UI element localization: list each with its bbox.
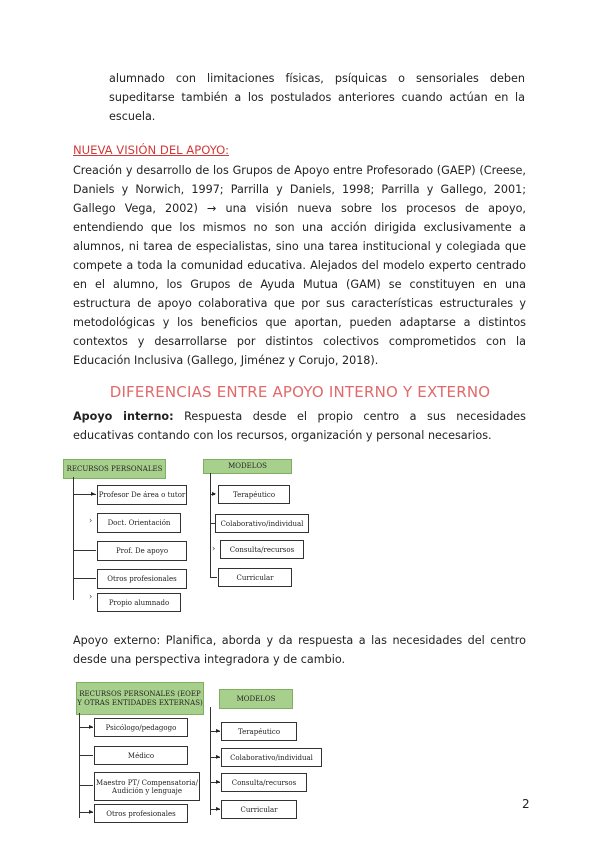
internal-support-label: Apoyo interno: [73,410,174,423]
external-resources-title: RECURSOS PERSONALES (EOEP Y OTRAS ENTIDADES EXTERNAS) [76,682,204,715]
arrow-icon: ▸ [216,804,221,813]
internal-model-item: Curricular [218,568,292,587]
internal-model-item: Terapéutico [218,485,290,504]
arrow-icon: ▸ [91,489,96,498]
internal-support-diagram [60,452,313,614]
external-support-diagram [66,676,324,826]
internal-support-paragraph [73,407,526,445]
arrow-icon: ▸ [89,722,94,731]
internal-model-item: Consulta/recursos [220,540,304,559]
external-model-item: Terapéutico [221,722,297,741]
arrow-icon: ▸ [216,726,221,735]
internal-models-title: MODELOS [203,459,292,474]
internal-resource-item: Prof. De apoyo [97,541,187,561]
external-support-paragraph: Apoyo externo: Planifica, aborda y da respuesta a las necesidades del centro desde una perspectiva integradora y de cambio. [73,634,526,666]
arrow-icon: ▸ [89,807,94,816]
external-models-connector [210,707,211,815]
internal-connector [73,550,96,551]
internal-resource-item: Profesor De área o tutor [97,485,187,505]
external-model-item: Colaborativo/individual [221,748,322,767]
internal-model-item: Colaborativo/individual [215,514,309,533]
vision-paragraph: Creación y desarrollo de los Grupos de Apoyo entre Profesorado (GAEP) (Creese, Daniels y Norwich, 1997; Parrilla y Daniels, 1998; Parrilla y Gallego, 2001; Gallego Vega, 2002) → una visión nueva sobre los procesos de apoyo, entendiendo que los mismos no son una acción dirigida exclusivamente a alumnos, ni tarea de especialistas, sino una tarea institucional y colegiada que compete a toda la comunidad educativa. Alejados del modelo experto centrado en el alumno, los Grupos de Ayuda Mutua (GAM) se constituyen en una estructura de apoyo colaborativa que por sus características estructurales y metodológicas y los beneficios que aportan, pueden adaptarse a distintos contextos y desarrollarse por distintos colectivos comprometidos con la Educación Inclusiva (Gallego, Jiménez y Corujo, 2018). [73,164,526,367]
external-models-title: MODELOS [219,689,293,709]
arrow-icon: › [89,516,93,525]
external-connector [79,785,93,786]
internal-connector [210,577,217,578]
internal-models-connector [210,473,211,577]
internal-resource-item: Propio alumnado [97,593,181,612]
arrow-icon: › [212,544,216,553]
internal-connector [73,578,96,579]
external-resources-connector [79,713,80,818]
external-resource-item: Médico [94,746,188,765]
section-title: DIFERENCIAS ENTRE APOYO INTERNO Y EXTERNO [109,383,491,401]
arrow-icon: ▸ [216,777,221,786]
page-number: 2 [522,797,530,811]
external-model-item: Curricular [221,800,297,819]
internal-resources-connector [73,477,74,600]
external-resource-item: Maestro PT/ Compensatoria/ Audición y lenguaje [94,772,200,801]
internal-resource-item: Otros profesionales [97,569,187,589]
arrow-icon: ▸ [216,752,221,761]
intro-paragraph: alumnado con limitaciones físicas, psíquicas o sensoriales deben supeditarse también a los postulados anteriores cuando actúan en la escuela. [109,72,525,123]
external-model-item: Consulta/recursos [221,773,307,792]
external-resource-item: Psicólogo/pedagogo [94,718,188,737]
internal-support-text: Respuesta desde el propio centro a sus necesidades educativas contando con los recursos, organización y personal necesarios. [73,410,527,442]
internal-resource-item: Doct. Orientación [97,513,181,533]
internal-resources-title: RECURSOS PERSONALES [63,459,166,479]
arrow-icon: › [89,592,93,601]
vision-heading: NUEVA VISIÓN DEL APOYO: [73,143,229,157]
external-connector [79,755,93,756]
external-resource-item: Otros profesionales [94,804,188,823]
arrow-icon: ▸ [212,489,217,498]
